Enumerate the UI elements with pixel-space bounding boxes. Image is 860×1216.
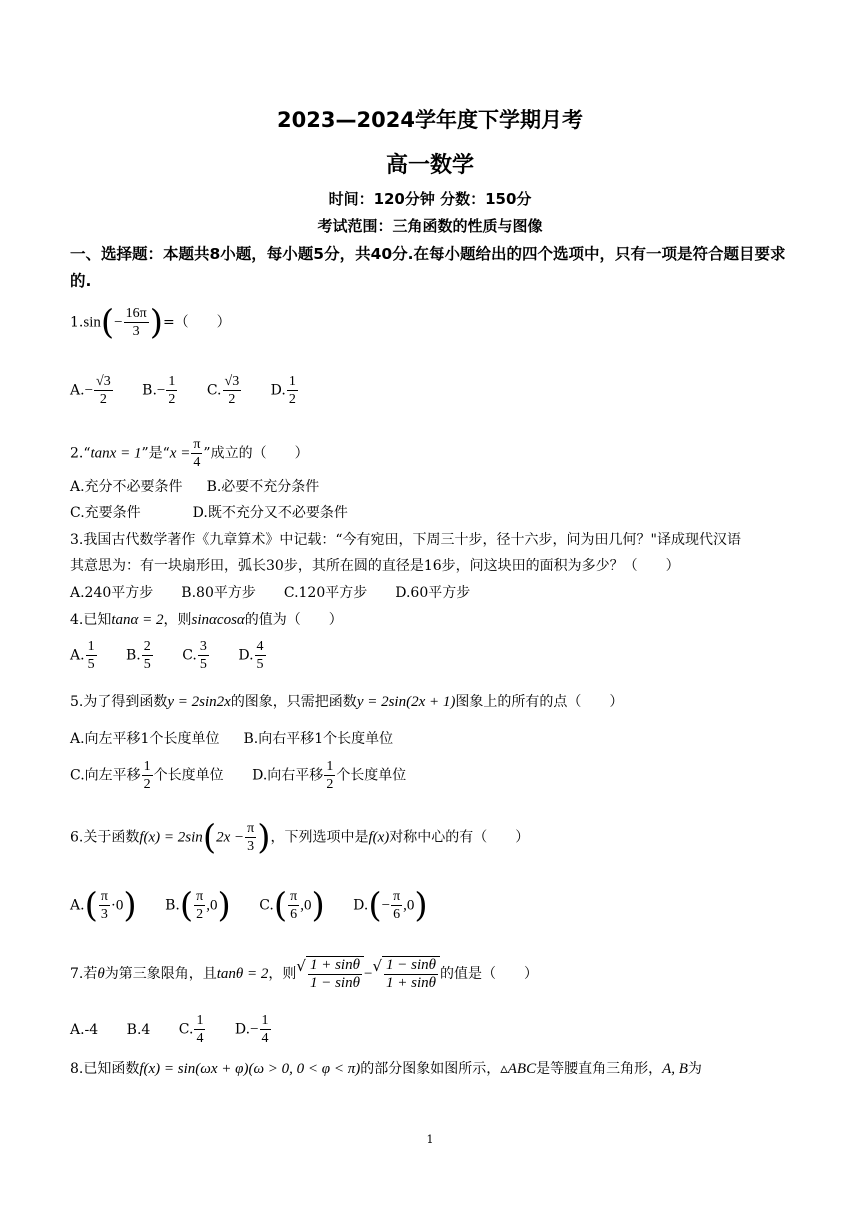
question-2-options-row1 (70, 477, 343, 497)
option-c[interactable]: C.向左平移 $\frac{1}{2}$ 个长度单位 (70, 759, 224, 792)
option-d[interactable]: D. $\frac{1}{2}$ (270, 374, 296, 407)
option-d[interactable]: D.− $\frac{1}{4}$ (234, 1013, 269, 1046)
option-d[interactable]: D.60平方步 (395, 585, 471, 601)
question-7-options (70, 1012, 296, 1047)
option-c[interactable]: C. $\frac{3}{5}$ (182, 639, 207, 672)
option-a[interactable]: A.充分不必要条件 (70, 479, 183, 495)
question-3-options (70, 583, 494, 603)
option-c[interactable]: C.( $\frac{\pi}{6}$ ,0) (259, 885, 325, 926)
option-c[interactable]: C.120平方步 (283, 585, 368, 601)
option-a[interactable]: A.-4 (70, 1021, 99, 1038)
option-b[interactable]: B.80平方步 (181, 585, 256, 601)
exam-scope: 考试范围：三角函数的性质与图像 (317, 217, 543, 235)
question-7: 7.若θ为第三象限角，且tanθ = 2，则 √ $\frac{1 + \sin\theta}{1 - \sin\theta}$ − √ $\frac{1 - \sin\theta}{1 + \sin\theta}$ 的值是（ ） (70, 957, 538, 991)
question-8: 8.已知函数f(x) = sin(ωx + φ)(ω > 0, 0 < φ < π)的部分图象如图所示，▵ABC是等腰直角三角形，A, B为 (70, 1061, 702, 1077)
time-score: 时间：120分钟 分数：150分 (328, 190, 532, 208)
option-d[interactable]: D.(− $\frac{\pi}{6}$ ,0) (353, 885, 428, 926)
option-c[interactable]: C. $\frac{√3}{2}$ (206, 374, 240, 407)
question-5-options-row1 (70, 729, 417, 749)
option-d[interactable]: D. $\frac{4}{5}$ (238, 639, 264, 672)
sqrt-expression: √ $\frac{1 - \sin\theta}{1 + \sin\theta}$ (372, 956, 440, 992)
question-1-options (70, 373, 323, 408)
option-a[interactable]: A.( $\frac{\pi}{3}$ ·0) (70, 885, 137, 926)
option-a[interactable]: A.向左平移1个长度单位 (70, 731, 220, 747)
page-number: 1 (426, 1133, 434, 1146)
option-d[interactable]: D.既不充分又不必要条件 (192, 505, 348, 521)
option-b[interactable]: B. $\frac{2}{5}$ (126, 639, 151, 672)
option-b[interactable]: B.向右平移1个长度单位 (243, 731, 394, 747)
option-b[interactable]: B.( $\frac{\pi}{2}$ ,0) (165, 885, 231, 926)
fraction: $\frac{16\pi}{3}$ (125, 306, 147, 339)
option-a[interactable]: A.− $\frac{√3}{2}$ (70, 374, 111, 407)
question-1: 1.sin(− $\frac{16\pi}{3}$ )=（ ） (70, 302, 231, 343)
option-b[interactable]: B.必要不充分条件 (206, 479, 320, 495)
question-2: 2.“tanx = 1”是“x = $\frac{\pi}{4}$ ”成立的（ ） (70, 437, 309, 470)
option-b[interactable]: B.− $\frac{1}{2}$ (142, 374, 176, 407)
option-b[interactable]: B.4 (126, 1021, 151, 1038)
option-a[interactable]: A.240平方步 (70, 585, 154, 601)
question-4-options (70, 638, 291, 673)
option-a[interactable]: A. $\frac{1}{5}$ (70, 639, 95, 672)
question-3-line2: 其意思为：有一块扇形田，弧长30步，其所在圆的直径是16步，问这块田的面积为多少？（ ） (70, 558, 680, 574)
question-6-options (70, 885, 452, 926)
option-c[interactable]: C.充要条件 (70, 505, 141, 521)
subject-title: 高一数学 (385, 153, 474, 178)
sqrt-expression: √ $\frac{1 + \sin\theta}{1 - \sin\theta}$ (296, 956, 364, 992)
section-heading: 一、选择题：本题共8小题，每小题5分，共40分.在每小题给出的四个选项中，只有一项是符合题目要求的. (70, 245, 786, 290)
question-3-line1: 3.我国古代数学著作《九章算术》中记载：“今有宛田，下周三十步，径十六步，问为田几何？"译成现代汉语 (70, 532, 741, 548)
question-6: 6.关于函数f(x) = 2sin(2x − $\frac{\pi}{3}$ )，下列选项中是f(x)对称中心的有（ ） (70, 817, 530, 858)
option-d[interactable]: D.向右平移 $\frac{1}{2}$ 个长度单位 (252, 759, 407, 792)
option-c[interactable]: C. $\frac{1}{4}$ (178, 1013, 204, 1046)
question-5-options-row2 (70, 758, 430, 793)
question-2-options-row2 (70, 503, 372, 523)
exam-title: 2023—2024学年度下学期月考 (277, 108, 583, 132)
question-4: 4.已知tanα = 2，则sinαcosα的值为（ ） (70, 612, 343, 628)
question-5: 5.为了得到函数y = 2sin2x的图象，只需把函数y = 2sin(2x + 1)图象上的所有的点（ ） (70, 694, 624, 710)
